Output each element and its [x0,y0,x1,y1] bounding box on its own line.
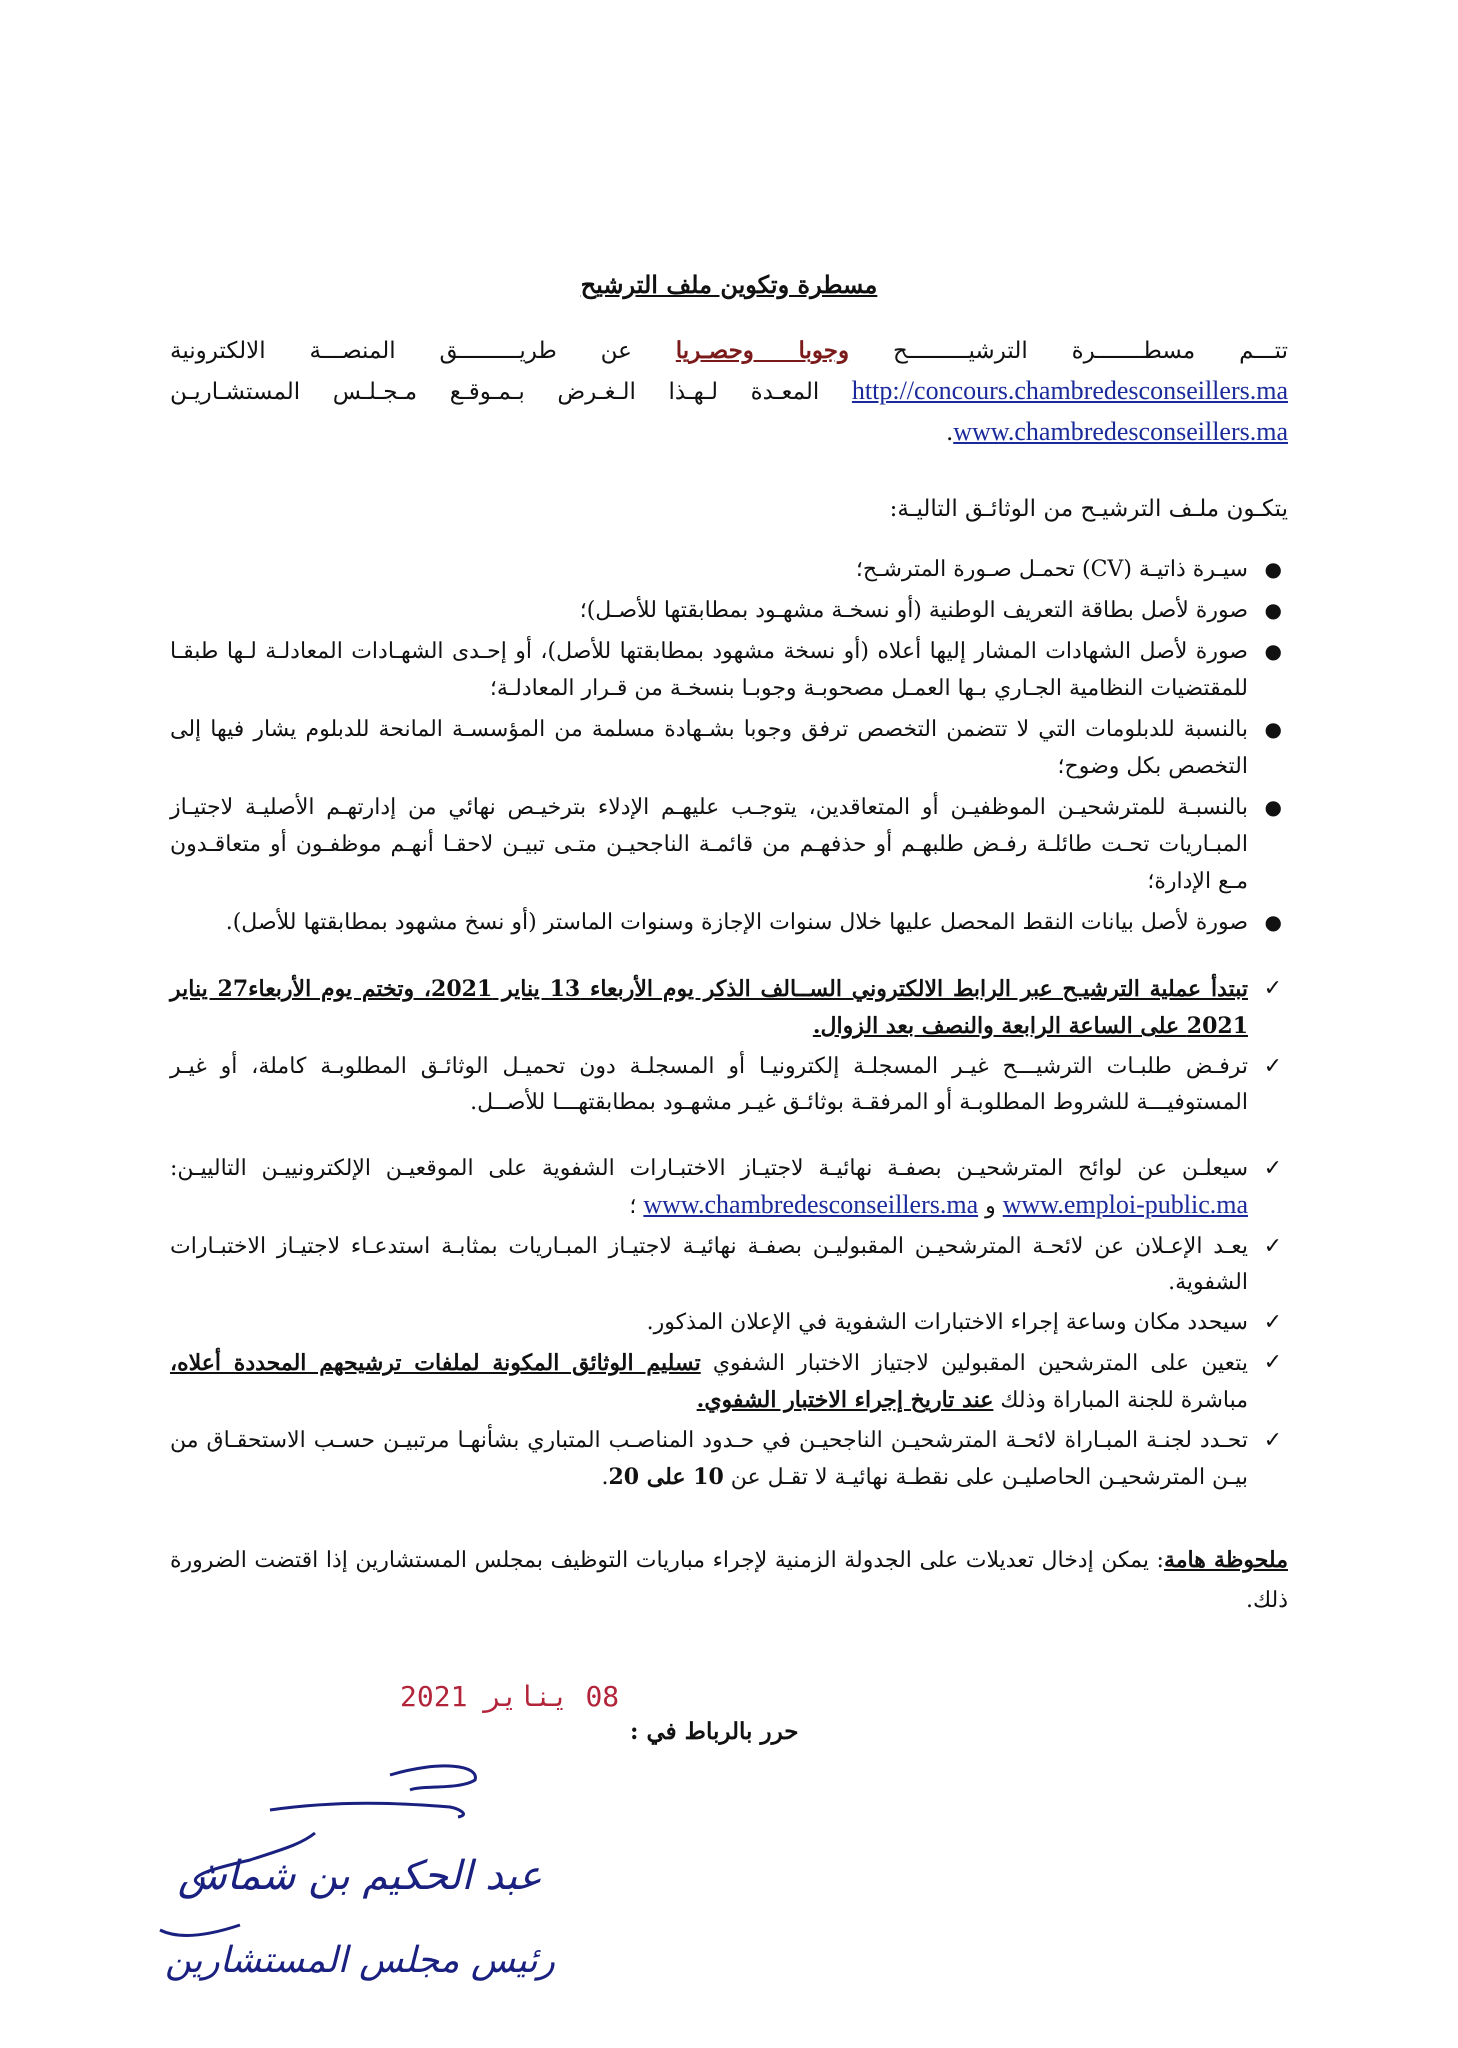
checkmark-icon: ✓ [1263,1310,1282,1335]
intro-text-2: عن طريـــــــــق المنصـــة الالكترونية [170,338,676,364]
procedure-announce-text: سيعلـن عن لوائح المترشحيـن بصفـة نهائيـة لاجتيـاز الاختبـارات الشفوية على الموقعيـن الإلكترونييـن التالييـن: [170,1156,1248,1181]
document-item-text: صورة لأصل بطاقة التعريف الوطنية (أو نسخـة مشهـود بمطابقتها للأصـل)؛ [579,598,1248,623]
procedure-item-submit [170,1345,1288,1419]
checkmark-icon: ✓ [1263,1054,1282,1079]
website-link[interactable]: www.chambredesconseillers.ma [953,417,1288,446]
documents-intro: يتكـون ملـف الترشيـح من الوثائـق التاليـة: [889,496,1288,522]
note-label: ملحوظة هامة [1163,1547,1288,1573]
checkmark-icon: ✓ [1263,976,1282,1001]
document-item-text: بالنسبة للدبلومات التي لا تتضمن التخصص ترفق وجوبا بشـهادة مسلمة من المؤسسـة المانحة للدبلوم يشار فيها إلى التخصص بكل وضوح؛ [170,717,1248,779]
bullet-icon: ● [1264,717,1282,741]
checkmark-icon: ✓ [1263,1234,1282,1259]
procedure-item-start [170,971,1288,1045]
procedure-item-venue [170,1305,1288,1341]
document-item [170,904,1288,941]
date-stamp: 08 يناير 2021 [400,1680,620,1713]
procedure-reject-text: ترفـض طلبـات الترشيـــح غيـر المسجلـة إلكترونيـا أو المسجلـة دون تحميـل الوثائـق المطلوبـة كاملة، أو غيـر المستوفيـــة للشروط المطلوبـة أو المرفقـة بوثائـق غيـر مشهـود بمطابقتهـــا للأصــل. [170,1054,1248,1115]
document-body [170,270,1288,1643]
document-item [170,551,1288,588]
bullet-icon: ● [1264,598,1282,622]
intro-text-4: . [945,420,954,446]
document-item [170,633,1288,707]
document-item [170,789,1288,900]
procedure-item-ranking [170,1423,1288,1496]
procedure-submit-text-2: مباشرة للجنة المباراة وذلك [993,1388,1248,1413]
platform-link[interactable]: http://concours.chambredesconseillers.ma [851,376,1288,405]
signature-block [140,1755,600,2005]
document-item-text: صورة لأصل الشهادات المشار إليها أعلاه (أو نسخة مشهود بمطابقتها للأصل)، أو إحـدى الشهـادات المعادلـة لـها طبقـا للمقتضيات النظامية الجـاري بـها العمـل مصحوبـة وجوبـا بنسخـة من قـرار المعادلـة؛ [170,639,1248,701]
procedure-venue-text: سيحدد مكان وساعة إجراء الاختبارات الشفوية في الإعلان المذكور. [646,1310,1248,1335]
procedure-announce-end: ؛ [629,1194,644,1219]
document-item [170,711,1288,785]
procedure-convocation-text: يعـد الإعـلان عن لائحـة المترشحيـن المقبوليـن بصفـة نهائيـة لاجتيـاز المبـاريات بمثابـة استدعـاء لاجتيـاز الاختبـارات الشفوية. [170,1234,1248,1295]
documents-list [170,551,1288,941]
checkmark-icon: ✓ [1263,1350,1282,1375]
issued-at-label: حرر بالرباط في : [630,1718,799,1745]
bullet-icon: ● [1264,557,1282,581]
procedure-submit-text-1: يتعين على المترشحين المقبولين لاجتياز الاختبار الشفوي [700,1351,1248,1376]
checkmark-icon: ✓ [1263,1428,1282,1453]
bullet-icon: ● [1264,639,1282,663]
intro-emphasis: وجوبا وحصـريا [675,337,850,364]
chambre-link[interactable]: www.chambredesconseillers.ma [643,1190,979,1219]
document-item-text: سيـرة ذاتيـة (CV) تحمـل صـورة المترشـح؛ [855,557,1248,582]
intro-text-3: المعـدة لـهـذا الـغـرض بـمـوقـع مـجـلـس المستشـاريـن [170,379,852,405]
document-item-text: صورة لأصل بيانات النقط المحصل عليها خلال سنوات الإجازة وسنوات الماستر (أو نسخ مشهود بمطابقتها للأصل). [225,910,1248,935]
signature-title: رئيس مجلس المستشارين [164,1940,556,1981]
emploi-public-link[interactable]: www.emploi-public.ma [1002,1190,1248,1219]
procedure-submit-bold: تسليم الوثائق المكونة لملفات ترشيحهم المحددة أعلاه، [170,1350,701,1376]
procedure-start-text: تبتدأ عملية الترشيـح عبر الرابط الالكتروني الســالف الذكر يوم الأربعاء 13 يناير 2021، وتختم يوم الأربعاء27 يناير 2021 على الساعة الرابعة والنصف بعد الزوال. [170,976,1249,1039]
procedure-ranking-end: . [601,1465,609,1490]
bullet-icon: ● [1264,795,1282,819]
procedure-and: و [978,1194,1003,1219]
procedure-item-convocation [170,1229,1288,1301]
note-text: : يمكن إدخال تعديلات على الجدولة الزمنية لإجراء مباريات التوظيف بمجلس المستشارين إذا اقتضت الضرورة ذلك. [170,1548,1288,1613]
procedure-item-announce [170,1151,1288,1225]
document-item [170,592,1288,629]
intro-text-1: تتـــم مسطـــــــرة الترشيـــــــــح [849,338,1288,364]
procedure-ranking-bold: 10 على 20 [608,1464,724,1490]
procedure-list [170,971,1288,1496]
bullet-icon: ● [1264,910,1282,934]
procedure-submit-bold-2: عند تاريخ إجراء الاختبار الشفوي. [696,1387,994,1413]
important-note [170,1540,1288,1621]
intro-paragraph [170,331,1288,453]
document-title: مسطرة وتكوين ملف الترشيح [580,270,878,299]
procedure-ranking-text: تحـدد لجنـة المبـاراة لائحـة المترشحيـن الناجحيـن في حـدود المناصـب المتباري بشأنهـا مرتبيـن حسـب الاستحقـاق من بيـن المترشحيـن الحاصليـن على نقطـة نهائيـة لا تقـل عن [170,1428,1248,1490]
signature-name: عبد الحكيم بن شماش [177,1853,543,1899]
procedure-item-reject [170,1049,1288,1121]
document-item-text: بالنسبـة للمترشحيـن الموظفيـن أو المتعاقدين، يتوجـب عليهـم الإدلاء بترخيـص نهائي من إدارتهـم الأصليـة لاجتيـاز المبـاريات تحـت طائلـة رفـض طلبهـم أو حذفهـم من قائمـة الناجحيـن متـى تبيـن لاحقـا أنهـم موظفـون أو متعاقـدون مـع الإدارة؛ [170,795,1248,894]
checkmark-icon: ✓ [1263,1156,1282,1181]
